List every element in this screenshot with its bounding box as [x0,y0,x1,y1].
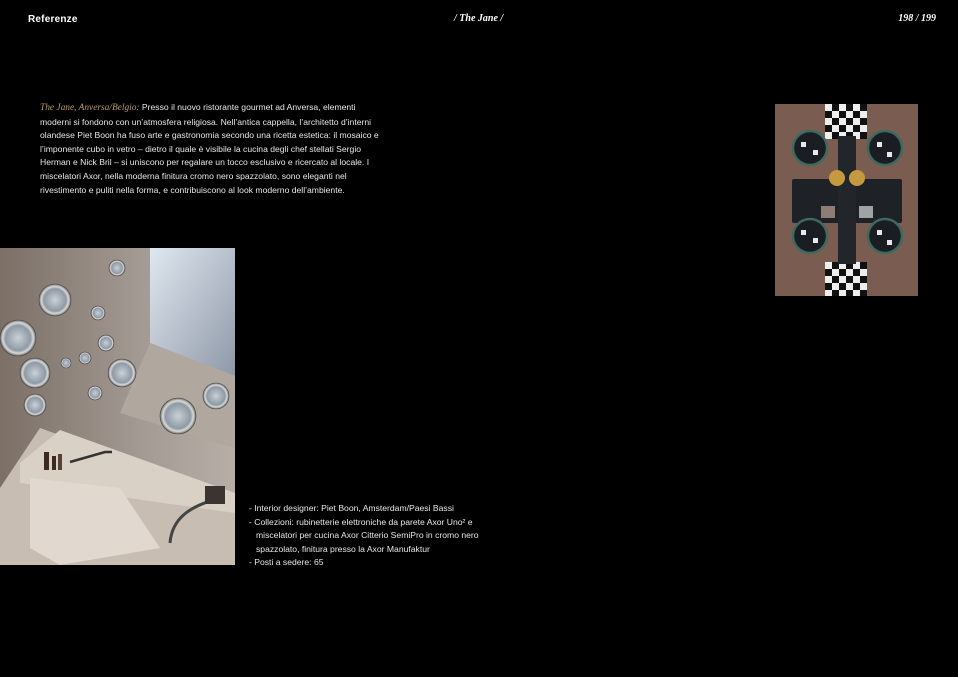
project-facts [249,502,509,570]
fact-seats: - Posti a sedere: 65 [249,556,509,570]
fact-designer: - Interior designer: Piet Boon, Amsterdam/Paesi Bassi [249,502,509,516]
project-title: / The Jane / [454,13,504,24]
article-body: Presso il nuovo ristorante gourmet ad Anversa, elementi moderni si fondono con un’atmosfera religiosa. Nell’antica cappella, l’architetto d’interni olandese Piet Boon ha fuso arte e gastronomia secondo una ricetta estetica: il mosaico e l’imponente cubo in vetro – dietro il quale è visibile la cucina degli chef stellati Sergio Herman e Nick Bril – si uniscono per regalare un tocco esclusivo e ricercato al locale. I miscelatori Axor, nella moderna finitura cromo nero spazzolato, sono eleganti nel rivestimento e puliti nella forma, e contribuiscono al look moderno dell’ambiente. [40,102,379,195]
section-title: Referenze [28,14,78,25]
table-photo [775,104,918,296]
fact-collections: - Collezioni: rubinetterie elettroniche da parete Axor Uno² e miscelatori per cucina Axor Citterio SemiPro in cromo nero spazzolato, finitura presso la Axor Manufaktur [249,516,509,557]
page-numbers: 198 / 199 [898,13,936,24]
article-lead: The Jane, Anversa/Belgio: [40,103,140,113]
bathroom-photo [0,248,235,565]
article-text [40,101,385,197]
